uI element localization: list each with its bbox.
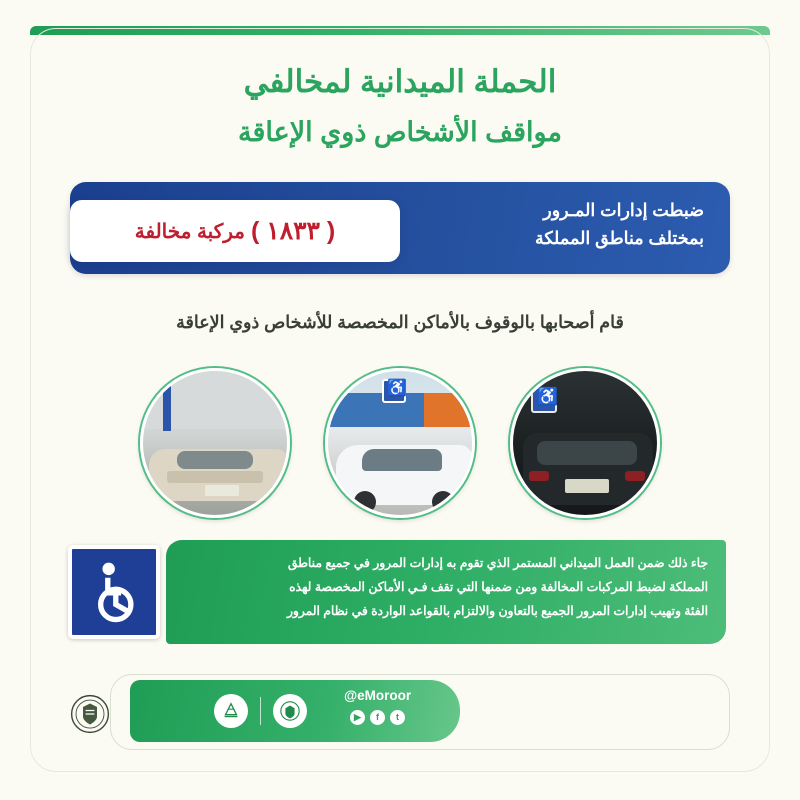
footer	[44, 672, 756, 758]
license-plate	[205, 485, 239, 496]
social-icons[interactable]	[350, 710, 405, 725]
moroor-logo-icon	[273, 694, 307, 728]
vehicle-wheel-front	[354, 491, 376, 513]
social-handle[interactable]: @eMoroor	[344, 688, 412, 703]
footer-badges	[214, 694, 307, 728]
accessible-parking-sign-icon	[531, 387, 557, 413]
accessible-parking-sign-icon	[68, 545, 160, 639]
headline-line-2: مواقف الأشخاص ذوي الإعاقة	[238, 116, 562, 147]
public-security-logo-icon	[68, 692, 112, 736]
storefront-banner-secondary	[424, 393, 475, 427]
blue-banner-text	[394, 196, 704, 252]
sign-pole	[163, 375, 171, 431]
vehicle-window	[177, 451, 253, 469]
vehicle-window	[537, 441, 637, 465]
banner-line-1: ضبطت إدارات المـرور	[543, 200, 704, 220]
subtitle-text: قام أصحابها بالوقوف بالأماكن المخصصة للأشخاص ذوي الإعاقة	[176, 312, 624, 332]
accessible-parking-sign-icon	[382, 379, 406, 403]
violation-count-unit: مركبة مخالفة	[134, 220, 245, 243]
ministry-of-interior-logo-icon	[214, 694, 248, 728]
headline-line-1: الحملة الميدانية لمخالفي	[243, 64, 557, 99]
tail-lamp-right	[625, 471, 645, 481]
photo-1	[510, 368, 660, 518]
vehicle-wheel-rear	[432, 491, 454, 513]
photo-3	[140, 368, 290, 518]
photo-2	[325, 368, 475, 518]
youtube-icon[interactable]: ▶	[350, 710, 365, 725]
badge-divider	[260, 697, 261, 725]
photo-row	[140, 368, 660, 518]
tail-lamp-left	[529, 471, 549, 481]
vehicle-trunk	[167, 471, 263, 483]
facebook-icon[interactable]: f	[370, 710, 385, 725]
violation-count-badge	[70, 200, 400, 262]
paragraph-text: جاء ذلك ضمن العمل الميداني المستمر الذي تقوم به إدارات المرور في جميع مناطق المملكة لضبط المركبات المخالفة ومن ضمنها التي تقف فـي الأماكن المخصصة لهذه الفئة وتهيب إدارات المرور الجميع بالتعاون والالتزام بالقواعد الواردة في نظام المرور	[286, 556, 708, 618]
license-plate	[565, 479, 609, 493]
banner-line-2: بمختلف مناطق المملكة	[535, 228, 704, 248]
twitter-icon[interactable]: t	[390, 710, 405, 725]
page-title	[60, 60, 740, 152]
violation-count-value: ( ١٨٣٣ )	[250, 217, 336, 245]
vehicle-window	[362, 449, 442, 471]
